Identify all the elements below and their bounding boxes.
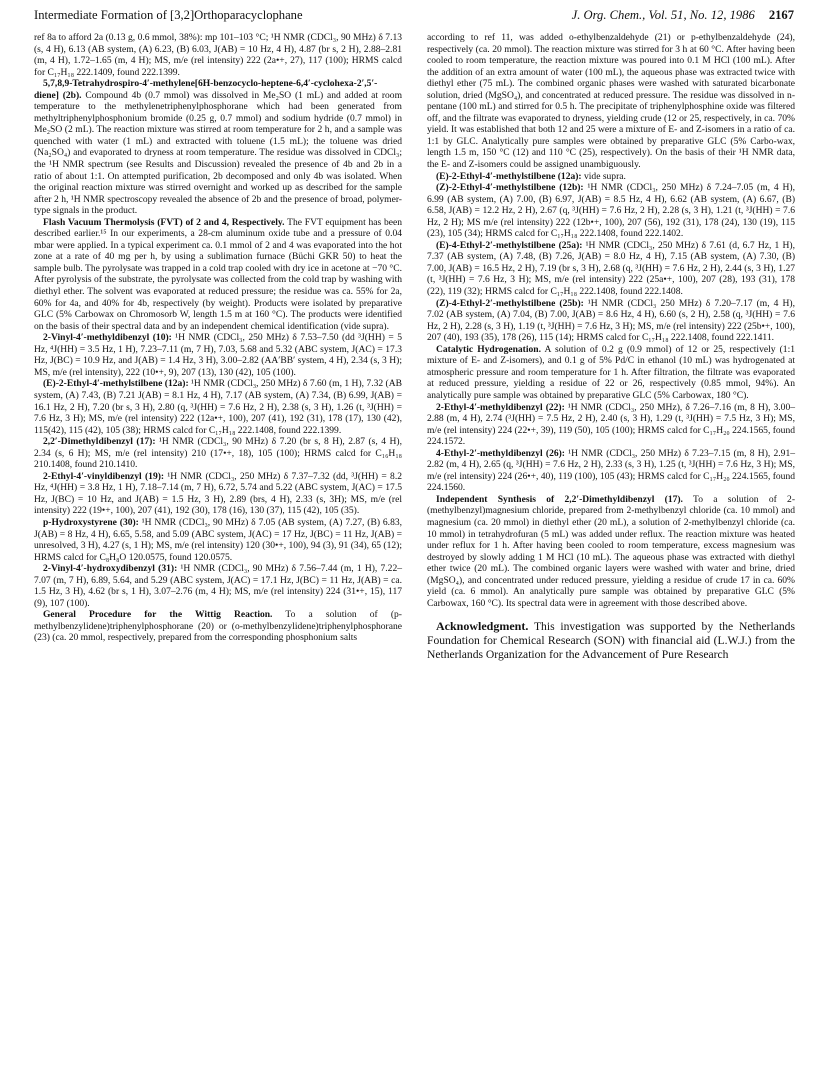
journal-reference: J. Org. Chem., Vol. 51, No. 12, 1986	[571, 8, 755, 22]
paragraph-heading: (E)-4-Ethyl-2′-methylstilbene (25a):	[436, 239, 583, 251]
page-header	[34, 8, 794, 26]
right-column	[427, 32, 795, 662]
paragraph-heading: General Procedure for the Wittig Reaction.	[43, 609, 273, 621]
paragraph	[34, 332, 402, 378]
paragraph-text: ¹H NMR (CDCl₃, 250 MHz), δ 7.26–7.16 (m, 8 H), 3.00–2.88 (m, 4 H), 2.74 (³J(HH) = 7.5 Hz, 2 H), 2.40 (s, 3 H), 1.29 (t, ³J(HH) = 7.5 Hz, 3 H); MS, m/e (rel intensity) 224 (22•+, 39), 119 (50), 105 (100); HRMS calcd for C₁₇H₂₀ 224.1565, found 224.1572.	[427, 401, 795, 448]
paragraph-text: ref 8a to afford 2a (0.13 g, 0.6 mmol, 38%): mp 101–103 °C; ¹H NMR (CDCl₃, 90 MHz) δ 7.13 (s, 4 H), 6.13 (AB system, (A) 6.23, (B) 6.03, J(AB) = 10 Hz, 4 H), 4.87 (br s, 2 H), 2.88–2.81 (m, 4 H), 1.72–1.65 (m, 4 H); MS, m/e (rel intensity) 222 (2a•+, 27), 117 (100); HRMS calcd for C₁₇H₁₈ 222.1409, found 222.1399.	[34, 32, 402, 78]
paragraph	[34, 78, 402, 217]
paragraph	[427, 32, 795, 171]
paragraph-text: ¹H NMR (CDCl₃, 250 MHz) δ 7.53–7.50 (dd ³J(HH) = 5 Hz, ⁴J(HH) = 3.5 Hz, 1 H), 7.23–7.11 (m, 7 H), 7.03, 5.68 and 5.32 (ABC system, J(AC) = 17.3 Hz, J(BC) = 10.9 Hz, and J(AB) = 1.4 Hz, 3 H), 3.00–2.82 (AA′BB′ system, 4 H), 2.34 (s, 3 H); MS, m/e (rel intensity), 222 (10•+, 9), 207 (13), 130 (42), 105 (100).	[34, 332, 402, 378]
paragraph	[427, 171, 795, 183]
paragraph-text: ¹H NMR (CDCl₃ 250 MHz) δ 7.20–7.17 (m, 4 H), 7.02 (AB system, (A) 7.04, (B) 7.00, J(AB) = 8.6 Hz, 4 H), 6.60 (s, 2 H), 2.58 (q, ³J(HH) = 7.6 Hz, 2 H), 2.28 (s, 3 H), 1.19 (t, ³J(HH) = 7.6 Hz, 3 H); MS, m/e (rel intensity) 222 (25b•+, 100), 207 (40), 193 (35), 178 (26), 115 (14); HRMS calcd for C₁₇H₁₈ 222.1408, found 222.1411.	[427, 297, 795, 344]
paragraph-text: Compound 4b (0.7 mmol) was dissolved in Me₂SO (1 mL) and added at room temperature to the methylenetriphenylphosphorane which had been generated from methyltriphenylphosphonium bromide (0.25 g, 0.7 mmol) and sodium hydride (0.7 mmol) in Me₂SO (2 mL). The reaction mixture was stirred at room temperature for 2 h, and a sample was quenched with water (1 mL) and extracted with toluene (1.5 mL); the toluene was dried (Na₂SO₄) and evaporated to dryness at room temperature. The residue was dissolved in CDCl₃; the ¹H NMR spectrum (see Results and Discussion) revealed the presence of 4b and 2b in a ratio of about 1:1. On attempted purification, 2b decomposed and only 4b was isolated. When the original reaction mixture was stirred overnight and worked up as described for the sample after 2 h, ¹H NMR spectroscopy revealed the absence of 2b and the presence of broad, polymer-type signals in the product.	[34, 89, 402, 217]
paragraph	[427, 494, 795, 609]
paragraph-heading: (Z)-4-Ethyl-2′-methylstilbene (25b):	[436, 297, 584, 309]
paragraph	[427, 182, 795, 240]
paragraph	[427, 344, 795, 402]
paragraph-heading: 2-Ethyl-4′-methyldibenzyl (22):	[436, 401, 565, 413]
paragraph-text: ¹H NMR (CDCl₃, 90 MHz) δ 7.56–7.44 (m, 1 H), 7.22–7.07 (m, 7 H), 6.89, 5.64, and 5.29 (ABC system, J(AC) = 17.1 Hz, J(BC) = 11 Hz, J(AB) = ca. 1.5 Hz, 3 H), 4.62 (br s, 1 H), 3.07–2.76 (m, 4 H); MS, m/e (rel intensity) 224 (31•+, 15), 117 (9), 107 (100).	[34, 563, 402, 609]
paragraph	[427, 448, 795, 494]
journal-citation	[572, 8, 794, 23]
paragraph	[34, 436, 402, 471]
paragraph-text: ¹H NMR (CDCl₃, 250 MHz) δ 7.24–7.05 (m, 4 H), 6.99 (AB system, (A) 7.00, (B) 6.97, J(AB) = 8.5 Hz, 4 H), 6.62 (AB system, (A) 6.67, (B) 6.58, J(AB) = 12.2 Hz, 2 H), 2.67 (q, ³J(HH) = 7.6 Hz, 2 H), 2.28 (s, 3 H), 1.21 (t, ³J(HH) = 7.6 Hz, 2 H); MS m/e (rel intensity) 222 (12b•+, 100), 207 (56), 192 (31), 178 (24), 130 (19), 115 (23), 105 (34); HRMS calcd for C₁₇H₁₈ 222.1408, found 222.1402.	[427, 182, 795, 240]
paragraph	[34, 471, 402, 517]
paragraph	[34, 32, 402, 78]
paragraph-text: ¹H NMR (CDCl₃, 90 MHz) δ 7.05 (AB system, (A) 7.27, (B) 6.83, J(AB) = 8 Hz, 4 H), 6.65, 5.58, and 5.09 (ABC system, J(AC) = 17 Hz, J(BC) = 11 Hz, J(AB) = unresolved, 3 H), 4.27 (s, 1 H); MS, m/e (rel intensity) 120 (30•+, 100), 94 (3), 91 (34), 65 (12); HRMS calcd for C₈H₈O 120.0575, found 120.0575.	[34, 516, 403, 563]
left-column	[34, 32, 402, 644]
paragraph-text: ¹H NMR (CDCl₃, 250 MHz) δ 7.60 (m, 1 H), 7.32 (AB system, (A) 7.43, (B) 7.21 J(AB) = 8.1 Hz, 4 H), 7.17 (AB system, (A) 7.34, (B) 6.99, J(AB) = 16.1 Hz, 2 H), 7.20 (br s, 3 H), 2.80 (q, ³J(HH) = 7.6 Hz, 2 H), 2.38 (s, 3 H), 1.26 (t, ³J(HH) = 7.6 Hz, 3 H); MS, m/e (rel intensity) 222 (12a•+, 100), 207 (41), 192 (31), 178 (17), 130 (42), 115(42), 115 (42), 105 (38); HRMS calcd for C₁₇H₁₈ 222.1408, found 222.1399.	[34, 378, 402, 436]
paragraph-heading: Independent Synthesis of 2,2′-Dimethyldibenzyl (17).	[436, 493, 683, 505]
paragraph-heading: 2-Vinyl-4′-hydroxydibenzyl (31):	[43, 563, 178, 575]
paragraph-heading: (Z)-2-Ethyl-4′-methylstilbene (12b):	[436, 182, 584, 194]
paragraph	[34, 609, 402, 644]
paragraph-text: ¹H NMR (CDCl₃, 90 MHz) δ 7.20 (br s, 8 H), 2.87 (s, 4 H), 2.34 (s, 6 H); MS, m/e (rel intensity) 210 (17•+, 18), 105 (100); HRMS calcd for C₁₆H₁₈ 210.1408, found 210.1410.	[34, 436, 403, 471]
paragraph	[34, 217, 402, 332]
paragraph-heading: (E)-2-Ethyl-4′-methylstilbene (12a):	[43, 378, 189, 390]
paragraph-heading: Flash Vacuum Thermolysis (FVT) of 2 and 4, Respectively.	[43, 216, 285, 228]
paragraph-heading: 2-Ethyl-4′-vinyldibenzyl (19):	[43, 470, 165, 482]
paragraph-heading: (E)-2-Ethyl-4′-methylstilbene (12a):	[436, 170, 582, 182]
paragraph-text: ¹H NMR (CDCl₃, 250 MHz) δ 7.37–7.32 (dd, ³J(HH) = 8.2 Hz, ⁴J(HH) = 3.8 Hz, 1 H), 7.18–7.14 (m, 7 H), 6.72, 5.74 and 5.22 (ABC system, J(AC) = 17.5 Hz, J(BC) = 10 Hz, and J(AB) = 1.5 Hz, 3 H), 2.89 (brs, 4 H), 2.33 (s, 3H); MS, m/e (rel intensity) 222 (19•+, 100), 207 (41), 192 (30), 178 (16), 130 (37), 115 (42), 105 (35).	[34, 470, 402, 517]
paragraph-heading: 5,7,8,9-Tetrahydrospiro-4′-methylene[6H-benzocyclo-heptene-6,4′-cyclohexa-2′,5′-diene] (2b).	[34, 78, 378, 101]
page-number: 2167	[768, 8, 794, 22]
acknowledgment-text: This investigation was supported by the Netherlands Foundation for Chemical Research (SON) with financial aid (L.W.J.) from the Netherlands Organization for the Advancement of Pure Research	[427, 620, 795, 662]
paragraph-heading: p-Hydroxystyrene (30):	[43, 516, 139, 528]
paragraph-text: The FVT equipment has been described earlier.¹⁵ In our experiments, a 28-cm aluminum oxide tube and a pressure of 0.04 mbar were applied. In a typical experiment ca. 0.1 mmol of 2 and 4 was evaporated into the hot zone at a rate of 40 mg per h, by using a sublimation furnace (Büchi GKR 50) to heat the sample bulb. The pyrolysate was trapped in a cold trap cooled with dry ice in acetone at −70 °C. After pyrolysis of the substrate, the pyrolysate was collected from the cold trap by washing with diethyl ether. The solvent was evaporated at reduced pressure; the residue was ca. 55% for 2a, 60% for 4a, and 40% for 4b, respectively (by weight). Products were isolated by preparative GLC (5% Carbowax on Chromosorb W, length 1.5 m at 160 °C). The products were identified on the basis of their spectral data and by an independent chemical identification (vide supra).	[34, 216, 403, 332]
paragraph	[34, 517, 402, 563]
paragraph-text: ¹H NMR (CDCl₃, 250 MHz) δ 7.23–7.15 (m, 8 H), 2.91–2.82 (m, 4 H), 2.65 (q, ³J(HH) = 7.6 Hz, 2 H), 2.33 (s, 3 H), 1.25 (t, ³J(HH) = 7.6 Hz, 3 H); MS, m/e (rel intensity) 224 (26•+, 40), 119 (100), 105 (43); HRMS calcd for C₁₇H₂₀ 224.1565, found 224.1560.	[427, 447, 796, 494]
acknowledgment-heading: Acknowledgment.	[436, 619, 529, 634]
paragraph-heading: 2-Vinyl-4′-methyldibenzyl (10):	[43, 332, 172, 344]
running-title: Intermediate Formation of [3,2]Orthoparacyclophane	[34, 8, 303, 22]
paragraph	[34, 563, 402, 609]
paragraph-text: according to ref 11, was added o-ethylbenzaldehyde (21) or p-ethylbenzaldehyde (24), respectively (ca. 20 mmol). The reaction mixture was stirred for 3 h at 60 °C. After having been cooled to room temperature, the reaction mixture was poured into 0.1 M HCl (100 mL). After the addition of an extra amount of water (100 mL), the aqueous phase was extracted twice with diethyl ether (75 mL). The combined organic phases were washed with saturated bicarbonate solution, dried (MgSO₄), and concentrated at reduced pressure. The residue was dissolved in n-pentane (100 mL) and stirred for 0.5 h. The precipitate of triphenylphosphine oxide was filtered off, and the filtrate was evaporated to dryness, yielding crude (12 or 25, respectively, in ca. 70% yield. It was established that both 12 and 25 were a mixture of E- and Z-isomers in a ratio of ca. 1:1 by GLC. Analytically pure samples were obtained by preparative GLC (5% Carbo-wax, length 1.5 m, 150 °C (12) and 110 °C (25), respectively). On the basis of their ¹H NMR data, the E- and Z-isomers could be assigned unambiguously.	[427, 32, 795, 171]
paragraph	[427, 402, 795, 448]
paragraph	[34, 378, 402, 436]
paragraph	[427, 240, 795, 298]
paragraph-text: A solution of 0.2 g (0.9 mmol) of 12 or 25, respectively (1:1 mixture of E- and Z-isomers), and 0.1 g of 5% Pd/C in ethanol (10 mL) was hydrogenated at atmospheric pressure and room temperature for 1 h. After filtration, the filtrate was evaporated at reduced pressure, yielding a residue of 22 or 26, respectively (0.85 mmol, 94%). An analytically pure sample was obtained by preparative GLC (5% Carbowax, 180 °C).	[427, 343, 796, 401]
acknowledgment	[427, 619, 795, 662]
paragraph-text: To a solution of 2-(methylbenzyl)magnesium chloride, prepared from 2-methylbenzyl chloride (ca. 10 mmol) and magnesium (ca. 20 mmol) in diethyl ether (20 mL), a solution of 2-methylbenzyl chloride (ca. 10 mmol) in tetrahydrofuran (5 mL) was added under reflux. The reaction mixture was heated under reflux for 1 h. After having been cooled to room temperature, excess magnesium was destroyed by slowly adding 1 M HCl (10 mL). The aqueous phase was extracted with diethyl ether twice (20 mL). The combined organic layers were washed with water and brine, dried (MgSO₄), and concentrated under reduced pressure, yielding a residue of crude 17 in ca. 60% yield (ca. 6 mmol). An analytically pure sample was obtained by preparative GLC (5% Carbowax, 160 °C). Its spectral data were in agreement with those described above.	[427, 493, 796, 609]
paragraph-heading: 2,2′-Dimethyldibenzyl (17):	[43, 436, 156, 448]
paragraph-heading: Catalytic Hydrogenation.	[436, 343, 541, 355]
paragraph	[427, 298, 795, 344]
paragraph-heading: 4-Ethyl-2′-methyldibenzyl (26):	[436, 447, 565, 459]
paragraph-text: vide supra.	[581, 170, 626, 182]
paragraph-text: ¹H NMR (CDCl₃, 250 MHz) δ 7.61 (d, 6.7 Hz, 1 H), 7.37 (AB system, (A) 7.48, (B) 7.26, J(AB) = 8.0 Hz, 4 H), 7.15 (AB system, (A) 7.30, (B) 7.00, J(AB) = 16.5 Hz, 2 H), 7.19 (br s, 3 H), 2.68 (q, ³J(HH) = 7.6 Hz, 2 H), 2.44 (s, 3 H), 1.27 (t, ³J(HH) = 7.6 Hz, 3 H); MS, m/e (rel intensity) 222 (25a•+, 100), 207 (28), 193 (31), 178 (22), 119 (32); HRMS calcd for C₁₇H₁₈ 222.1408, found 222.1408.	[427, 239, 795, 298]
paragraph-text: To a solution of (p-methylbenzylidene)triphenylphosphorane (20) or (o-methylbenzylidene)triphenylphosphorane (23) (ca. 20 mmol, respectively, prepared from the corresponding phosphonium salts	[34, 609, 402, 644]
